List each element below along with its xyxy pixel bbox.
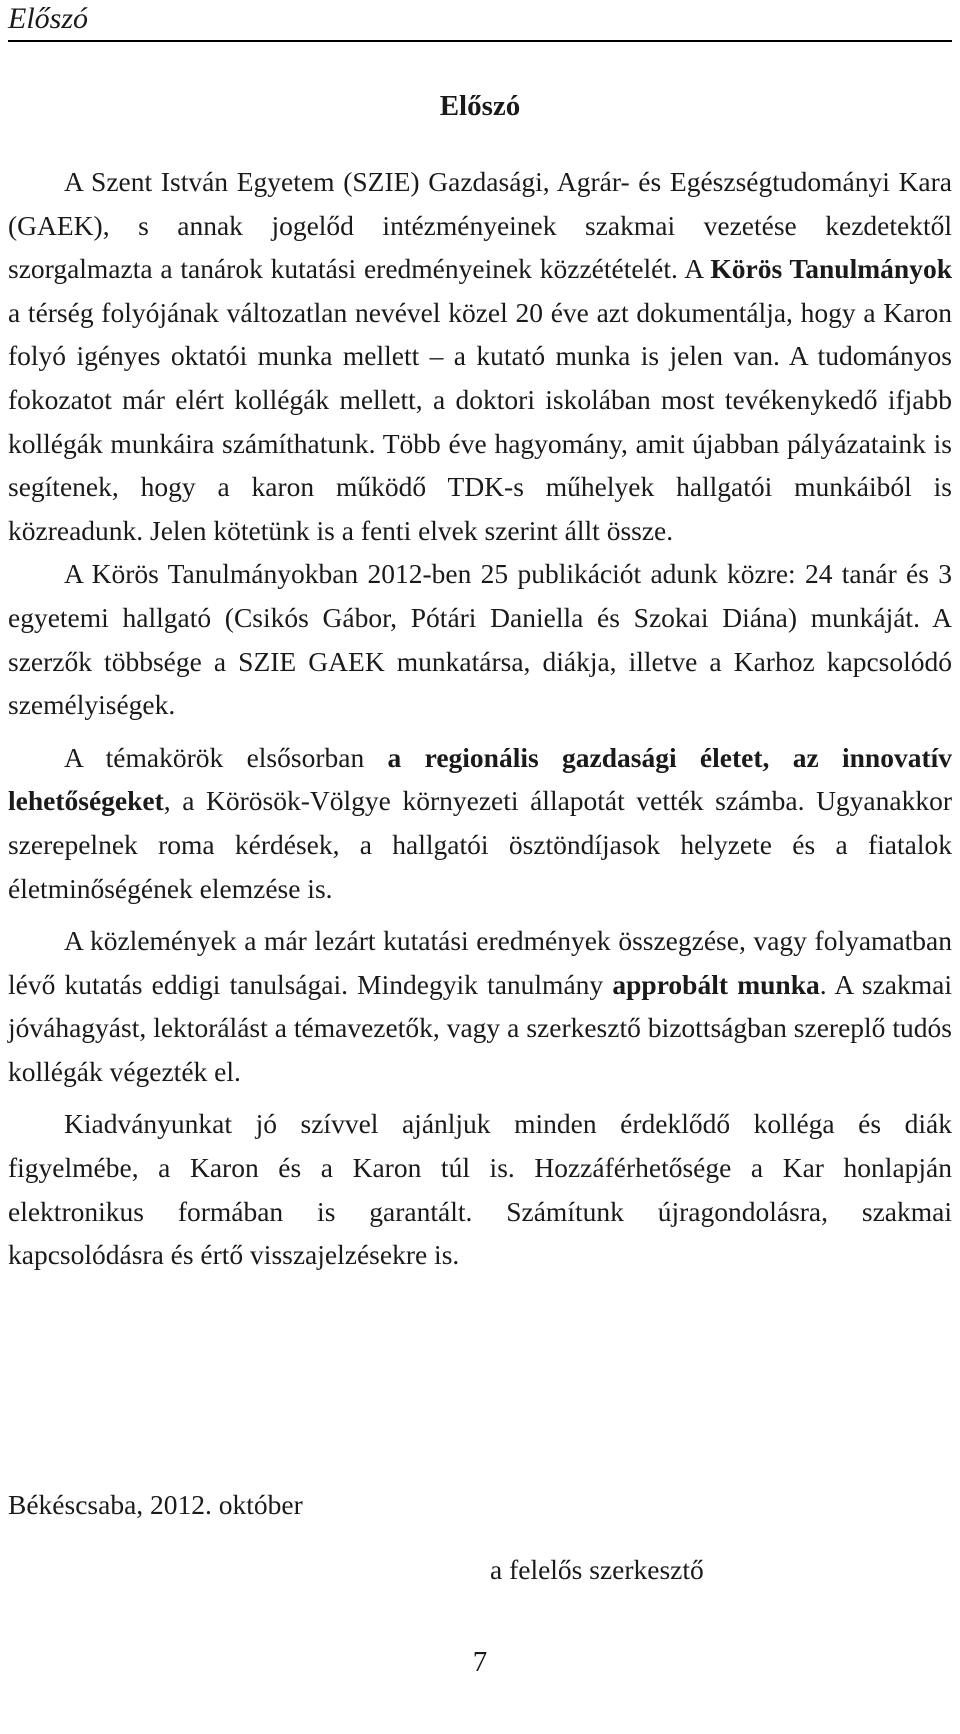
paragraph-3 bbox=[8, 736, 952, 910]
paragraph-2-part-1: A Körös Tanulmányokban 2012-ben 25 publikációt adunk közre: 24 tanár és 3 egyetemi hallgató (Csikós Gábor, Pótári Daniella és Szokai Diána) munkáját. A szerzők többsége a SZIE GAEK munkatársa, diákja, illetve a Karhoz kapcsolódó személyiségek. bbox=[8, 558, 952, 721]
page-number: 7 bbox=[472, 1646, 488, 1678]
paragraph-4-part-2: approbált munka bbox=[612, 968, 820, 1000]
running-header-title: Előszó bbox=[8, 2, 89, 35]
paragraph-3-part-2: a regionális gazdasági életet, az innovatív lehetőségeket bbox=[8, 741, 952, 817]
running-header bbox=[8, 0, 952, 42]
paragraph-4 bbox=[8, 919, 952, 1093]
paragraph-1-part-2: Körös Tanulmányok bbox=[710, 253, 952, 285]
paragraph-5 bbox=[8, 1102, 952, 1276]
signature: a felelős szerkesztő bbox=[490, 1554, 704, 1585]
paragraph-4-part-3: . A szakmai jóváhagyást, lektorálást a témavezetők, vagy a szerkesztő bizottságban szereplő tudós kollégák végezték el. bbox=[8, 968, 952, 1087]
page-title: Előszó bbox=[439, 90, 521, 122]
paragraph-1-part-3: a térség folyójának változatlan nevével közel 20 éve azt dokumentálja, hogy a Karon folyó igényes oktatói munka mellett – a kutató munka is jelen van. A tudományos fokozatot már elért kollégák mellett, a doktori iskolában most tevékenykedő ifjabb kollégák munkáira számíthatunk. Több éve hagyomány, amit újabban pályázataink is segítenek, hogy a karon működő TDK-s műhelyek hallgatói munkáiból is közreadunk. Jelen kötetünk is a fenti elvek szerint állt össze. bbox=[8, 296, 952, 546]
preface-body bbox=[8, 160, 952, 1277]
paragraph-4-part-1: A közlemények a már lezárt kutatási eredmények összegzése, vagy folyamatban lévő kutatás eddigi tanulságai. Mindegyik tanulmány bbox=[8, 925, 952, 1000]
paragraph-5-part-1: Kiadványunkat jó szívvel ajánljuk minden érdeklődő kolléga és diák figyelmébe, a Karon és a Karon túl is. Hozzáférhetősége a Kar honlapján elektronikus formában is garantált. Számítunk újragondolásra, szakmai kapcsolódásra és értő visszajelzésekre is. bbox=[8, 1108, 952, 1271]
paragraph-2 bbox=[8, 552, 952, 726]
paragraph-3-part-1: A témakörök elsősorban bbox=[64, 741, 388, 773]
paragraph-1 bbox=[8, 160, 952, 552]
paragraph-3-part-3: , a Körösök-Völgye környezeti állapotát vették számba. Ugyanakkor szerepelnek roma kérdések, a hallgatói ösztöndíjasok helyzete és a fiatalok életminőségének elemzése is. bbox=[8, 785, 952, 904]
paragraph-1-part-1: A Szent István Egyetem (SZIE) Gazdasági, Agrár- és Egészségtudományi Kara (GAEK), s annak jogelőd intézményeinek szakmai vezetése kezdetektől szorgalmazta a tanárok kutatási eredményeinek közzétételét. A bbox=[8, 166, 952, 285]
place-date: Békéscsaba, 2012. október bbox=[8, 1489, 303, 1520]
